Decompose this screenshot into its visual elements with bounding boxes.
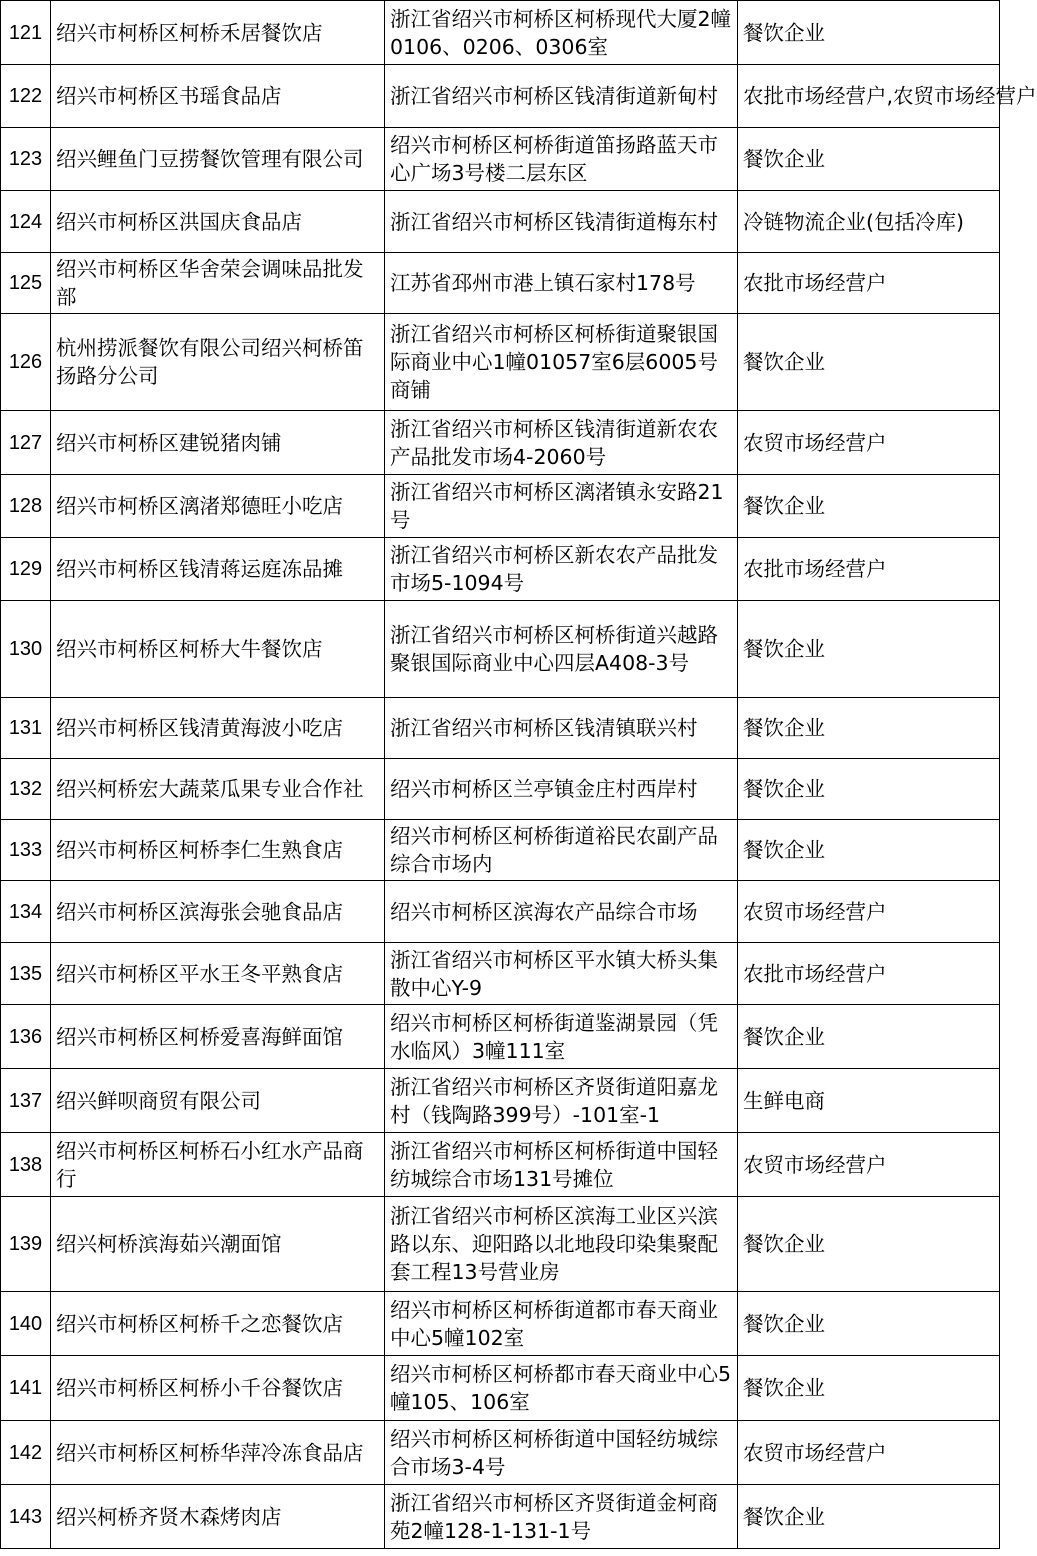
enterprise-type: 餐饮企业 <box>738 601 1000 698</box>
enterprise-address: 绍兴市柯桥区柯桥街道中国轻纺城综合市场3-4号 <box>385 1421 738 1485</box>
enterprise-type: 餐饮企业 <box>738 128 1000 191</box>
row-number: 132 <box>1 759 51 820</box>
enterprise-name: 绍兴市柯桥区柯桥大牛餐饮店 <box>51 601 385 698</box>
table-row <box>1 1356 1000 1421</box>
table-body <box>1 1 1037 1549</box>
row-number: 126 <box>1 314 51 411</box>
row-number: 124 <box>1 191 51 253</box>
enterprise-address: 浙江省绍兴市柯桥区漓渚镇永安路21号 <box>385 475 738 538</box>
enterprise-type: 餐饮企业 <box>738 314 1000 411</box>
row-number: 128 <box>1 475 51 538</box>
row-number: 140 <box>1 1292 51 1356</box>
enterprise-name: 绍兴柯桥宏大蔬菜瓜果专业合作社 <box>51 759 385 820</box>
enterprise-name: 绍兴鲤鱼门豆捞餐饮管理有限公司 <box>51 128 385 191</box>
table-row <box>1 1197 1000 1292</box>
enterprise-name: 绍兴市柯桥区书瑶食品店 <box>51 65 385 128</box>
table-row <box>1 1005 1000 1069</box>
enterprise-type: 餐饮企业 <box>738 1292 1000 1356</box>
enterprise-name: 绍兴市柯桥区柯桥禾居餐饮店 <box>51 1 385 65</box>
enterprise-address: 绍兴市柯桥区柯桥街道鉴湖景园（凭水临风）3幢111室 <box>385 1005 738 1069</box>
enterprise-address: 绍兴市柯桥区柯桥街道笛扬路蓝天市心广场3号楼二层东区 <box>385 128 738 191</box>
enterprise-type: 餐饮企业 <box>738 820 1000 881</box>
enterprise-address: 浙江省绍兴市柯桥区齐贤街道阳嘉龙村（钱陶路399号）-101室-1 <box>385 1069 738 1133</box>
table-row <box>1 1292 1000 1356</box>
enterprise-name: 绍兴市柯桥区柯桥石小红水产品商行 <box>51 1133 385 1197</box>
enterprise-type: 餐饮企业 <box>738 1197 1000 1292</box>
enterprise-type: 餐饮企业 <box>738 475 1000 538</box>
enterprise-address: 绍兴市柯桥区柯桥街道都市春天商业中心5幢102室 <box>385 1292 738 1356</box>
row-number: 135 <box>1 943 51 1005</box>
enterprise-type: 农批市场经营户 <box>738 943 1000 1005</box>
enterprise-address: 浙江省绍兴市柯桥区钱清街道新农农产品批发市场4-2060号 <box>385 411 738 475</box>
row-number: 130 <box>1 601 51 698</box>
enterprise-name: 绍兴市柯桥区柯桥李仁生熟食店 <box>51 820 385 881</box>
table-row <box>1 1133 1000 1197</box>
enterprise-type: 农批市场经营户,农贸市场经营户 <box>738 65 1000 128</box>
enterprise-address: 绍兴市柯桥区滨海农产品综合市场 <box>385 881 738 943</box>
enterprise-name: 绍兴市柯桥区钱清黄海波小吃店 <box>51 698 385 759</box>
row-number: 137 <box>1 1069 51 1133</box>
table-row <box>1 128 1000 191</box>
enterprise-name: 绍兴市柯桥区平水王冬平熟食店 <box>51 943 385 1005</box>
enterprise-address: 绍兴市柯桥区兰亭镇金庄村西岸村 <box>385 759 738 820</box>
enterprise-address: 浙江省绍兴市柯桥区钱清街道梅东村 <box>385 191 738 253</box>
table-row <box>1 698 1000 759</box>
enterprise-address: 浙江省绍兴市柯桥区柯桥街道中国轻纺城综合市场131号摊位 <box>385 1133 738 1197</box>
enterprise-type: 农贸市场经营户 <box>738 1133 1000 1197</box>
enterprise-address: 浙江省绍兴市柯桥区平水镇大桥头集散中心Y-9 <box>385 943 738 1005</box>
table-row <box>1 538 1000 601</box>
enterprise-address: 浙江省绍兴市柯桥区钱清镇联兴村 <box>385 698 738 759</box>
row-number: 142 <box>1 1421 51 1485</box>
enterprise-name: 绍兴市柯桥区柯桥小千谷餐饮店 <box>51 1356 385 1421</box>
row-number: 141 <box>1 1356 51 1421</box>
table-row <box>1 820 1000 881</box>
row-number: 129 <box>1 538 51 601</box>
enterprise-type: 餐饮企业 <box>738 1485 1000 1549</box>
table-row <box>1 65 1000 128</box>
enterprise-type: 餐饮企业 <box>738 759 1000 820</box>
enterprise-type: 餐饮企业 <box>738 1005 1000 1069</box>
row-number: 143 <box>1 1485 51 1549</box>
row-number: 123 <box>1 128 51 191</box>
row-number: 136 <box>1 1005 51 1069</box>
enterprise-name: 绍兴市柯桥区柯桥华萍冷冻食品店 <box>51 1421 385 1485</box>
enterprise-name: 绍兴市柯桥区洪国庆食品店 <box>51 191 385 253</box>
enterprise-type: 生鲜电商 <box>738 1069 1000 1133</box>
enterprise-name: 绍兴市柯桥区漓渚郑德旺小吃店 <box>51 475 385 538</box>
row-number: 122 <box>1 65 51 128</box>
table-row <box>1 191 1000 253</box>
enterprise-name: 绍兴鲜呗商贸有限公司 <box>51 1069 385 1133</box>
table-row <box>1 601 1000 698</box>
enterprise-type: 农批市场经营户 <box>738 538 1000 601</box>
enterprise-address: 浙江省绍兴市柯桥区钱清街道新甸村 <box>385 65 738 128</box>
enterprise-type: 农批市场经营户 <box>738 253 1000 314</box>
table-row <box>1 475 1000 538</box>
table-row <box>1 411 1000 475</box>
table-row <box>1 1069 1000 1133</box>
table-row <box>1 253 1000 314</box>
enterprise-address: 浙江省绍兴市柯桥区新农农产品批发市场5-1094号 <box>385 538 738 601</box>
table-row <box>1 881 1000 943</box>
enterprise-name: 绍兴市柯桥区滨海张会驰食品店 <box>51 881 385 943</box>
enterprise-address: 浙江省绍兴市柯桥区滨海工业区兴滨路以东、迎阳路以北地段印染集聚配套工程13号营业房 <box>385 1197 738 1292</box>
enterprise-name: 杭州捞派餐饮有限公司绍兴柯桥笛扬路分公司 <box>51 314 385 411</box>
enterprise-name: 绍兴市柯桥区华舍荣会调味品批发部 <box>51 253 385 314</box>
row-number: 138 <box>1 1133 51 1197</box>
table-row <box>1 759 1000 820</box>
enterprise-address: 江苏省邳州市港上镇石家村178号 <box>385 253 738 314</box>
enterprise-address: 绍兴市柯桥区柯桥都市春天商业中心5幢105、106室 <box>385 1356 738 1421</box>
row-number: 127 <box>1 411 51 475</box>
enterprise-type: 餐饮企业 <box>738 698 1000 759</box>
enterprise-name: 绍兴柯桥滨海茹兴潮面馆 <box>51 1197 385 1292</box>
row-number: 125 <box>1 253 51 314</box>
row-number: 134 <box>1 881 51 943</box>
enterprise-address: 绍兴市柯桥区柯桥街道裕民农副产品综合市场内 <box>385 820 738 881</box>
table-row <box>1 314 1000 411</box>
enterprise-name: 绍兴市柯桥区钱清蒋运庭冻品摊 <box>51 538 385 601</box>
enterprise-address: 浙江省绍兴市柯桥区柯桥街道聚银国际商业中心1幢01057室6层6005号商铺 <box>385 314 738 411</box>
enterprise-address: 浙江省绍兴市柯桥区柯桥街道兴越路聚银国际商业中心四层A408-3号 <box>385 601 738 698</box>
enterprise-address: 浙江省绍兴市柯桥区柯桥现代大厦2幢0106、0206、0306室 <box>385 1 738 65</box>
enterprise-name: 绍兴市柯桥区柯桥千之恋餐饮店 <box>51 1292 385 1356</box>
enterprise-type: 餐饮企业 <box>738 1 1000 65</box>
enterprise-name: 绍兴市柯桥区建锐猪肉铺 <box>51 411 385 475</box>
row-number: 121 <box>1 1 51 65</box>
table-row <box>1 943 1000 1005</box>
enterprise-type: 农贸市场经营户 <box>738 411 1000 475</box>
table-row <box>1 1485 1000 1549</box>
enterprise-type: 农贸市场经营户 <box>738 881 1000 943</box>
row-number: 133 <box>1 820 51 881</box>
table-row <box>1 1 1000 65</box>
enterprise-type: 冷链物流企业(包括冷库) <box>738 191 1000 253</box>
enterprise-type: 农贸市场经营户 <box>738 1421 1000 1485</box>
table-row <box>1 1421 1000 1485</box>
row-number: 139 <box>1 1197 51 1292</box>
enterprise-name: 绍兴市柯桥区柯桥爱喜海鲜面馆 <box>51 1005 385 1069</box>
enterprise-name: 绍兴柯桥齐贤木森烤肉店 <box>51 1485 385 1549</box>
row-number: 131 <box>1 698 51 759</box>
enterprise-type: 餐饮企业 <box>738 1356 1000 1421</box>
enterprise-address: 浙江省绍兴市柯桥区齐贤街道金柯商苑2幢128-1-131-1号 <box>385 1485 738 1549</box>
